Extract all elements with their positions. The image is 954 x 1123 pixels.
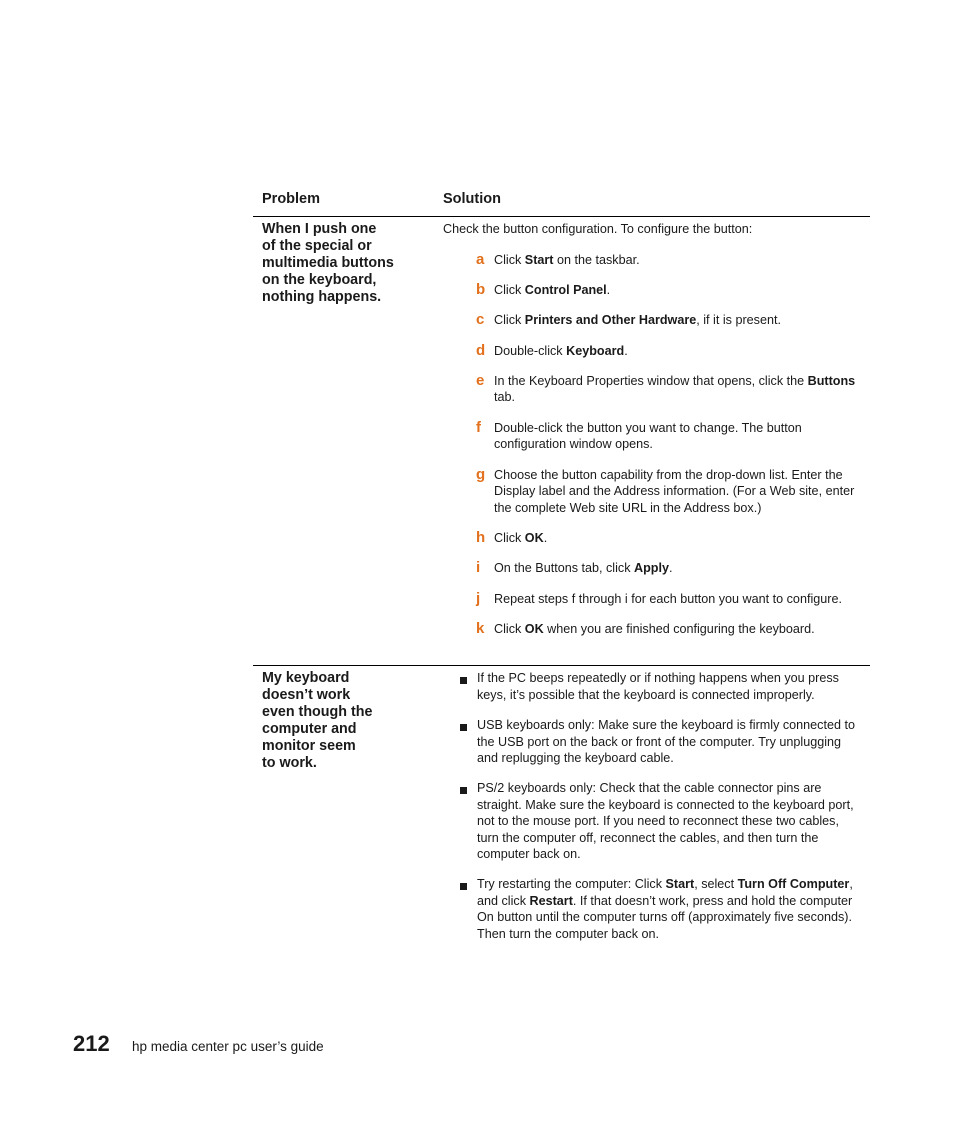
step-text: Choose the button capability from the drop-down list. Enter the Display label and the Address information. (For a Web site, enter the complete Web site URL in the Address box.) <box>494 468 855 515</box>
emphasis: Control Panel <box>524 283 607 297</box>
step-letter: d <box>476 342 486 359</box>
step-text: Click Printers and Other Hardware, if it is present. <box>494 313 781 327</box>
problem-line: doesn’t work <box>262 687 351 703</box>
emphasis: Buttons <box>807 374 856 388</box>
column-header-solution: Solution <box>443 191 501 207</box>
bullet-text: USB keyboards only: Make sure the keyboard is firmly connected to the USB port on the back or front of the computer. Try unplugging and replugging the keyboard cable. <box>477 718 855 766</box>
bullet-icon <box>460 883 467 890</box>
bullet-icon <box>460 677 467 684</box>
problem-line: nothing happens. <box>262 289 382 305</box>
step-text: Click OK. <box>494 531 548 545</box>
solution-intro: Check the button configuration. To configure the button: <box>443 222 753 236</box>
problem-line: to work. <box>262 755 317 771</box>
step-text: Double-click Keyboard. <box>494 344 628 358</box>
emphasis: Printers and Other Hardware <box>524 313 697 327</box>
step-text: In the Keyboard Properties window that opens, click the Buttons tab. <box>494 374 856 405</box>
step-text: Click OK when you are finished configuring the keyboard. <box>494 622 815 636</box>
step-letter: g <box>476 466 486 483</box>
problem-line: When I push one <box>262 221 377 237</box>
emphasis: Restart <box>529 893 573 908</box>
step-letter: c <box>476 311 485 328</box>
problem-2 <box>262 670 432 772</box>
column-header-problem: Problem <box>262 191 321 207</box>
row-divider <box>253 665 870 666</box>
problem-line: on the keyboard, <box>262 272 377 288</box>
problem-line: My keyboard <box>262 670 350 686</box>
emphasis: Start <box>665 877 695 891</box>
step-text: Click Start on the taskbar. <box>494 253 640 267</box>
problem-1 <box>262 221 432 306</box>
step-letter: h <box>476 529 486 546</box>
emphasis: OK <box>524 531 544 545</box>
step-text: Repeat steps f through i for each button you want to configure. <box>494 592 842 606</box>
bullet-text: If the PC beeps repeatedly or if nothing happens when you press keys, it’s possible that the keyboard is connected improperly. <box>477 671 839 702</box>
emphasis: Apply <box>634 561 669 575</box>
problem-line: multimedia buttons <box>262 255 394 271</box>
problem-line: monitor seem <box>262 738 356 754</box>
bullet-text: PS/2 keyboards only: Check that the cable connector pins are straight. Make sure the keyboard is connected to the keyboard port, not to the mouse port. If you need to reconnect these two cables, turn the computer off, reconnect the cables, and then turn the computer back on. <box>477 781 854 862</box>
header-divider <box>253 216 870 217</box>
step-text: On the Buttons tab, click Apply. <box>494 561 673 575</box>
page-number: 212 <box>73 1031 110 1056</box>
footer-title: hp media center pc user’s guide <box>132 1039 324 1054</box>
step-letter: a <box>476 251 485 268</box>
step-letter: f <box>476 419 481 436</box>
bullet-text: Try restarting the computer: Click Start, select Turn Off Computer, and click Restart. If that doesn’t work, press and hold the computer On button until the computer turns off (approximately five seconds). Then turn the computer back on. <box>477 877 853 941</box>
step-letter: e <box>476 372 485 389</box>
step-text: Click Control Panel. <box>494 283 611 297</box>
problem-line: computer and <box>262 721 357 737</box>
step-letter: b <box>476 281 486 298</box>
emphasis: Turn Off Computer <box>737 877 850 891</box>
bullet-icon <box>460 724 467 731</box>
step-letter: j <box>476 590 481 607</box>
step-letter: k <box>476 620 485 637</box>
problem-line: of the special or <box>262 238 372 254</box>
step-letter: i <box>476 559 481 576</box>
bullet-icon <box>460 787 467 794</box>
emphasis: OK <box>524 622 544 636</box>
emphasis: Start <box>524 253 554 267</box>
problem-line: even though the <box>262 704 373 720</box>
step-text: Double-click the button you want to change. The button configuration window opens. <box>494 421 802 452</box>
emphasis: Keyboard <box>566 344 625 358</box>
